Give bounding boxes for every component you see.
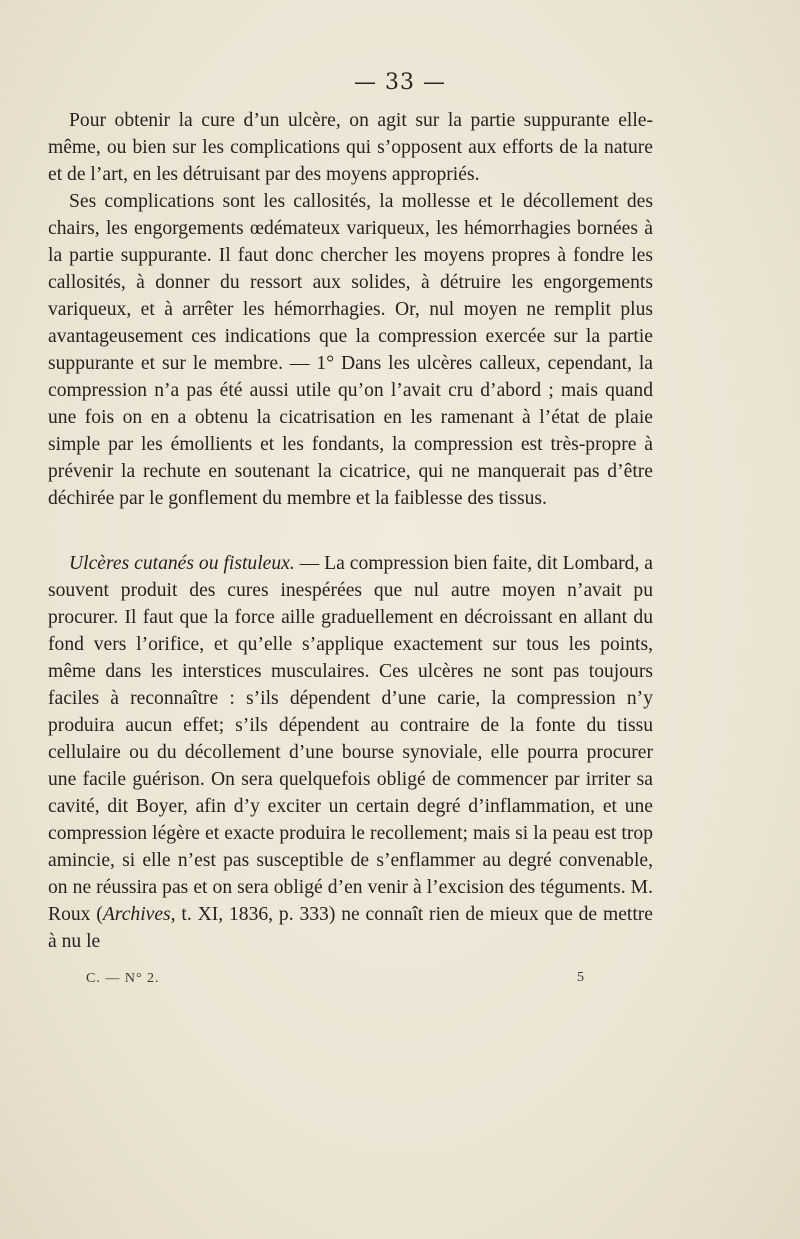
paragraph-ulceres-fistuleux bbox=[48, 550, 653, 955]
page-number: — 33 — bbox=[354, 70, 446, 95]
footer-sheet-number: 5 bbox=[577, 970, 584, 985]
section-spacer bbox=[48, 512, 653, 550]
body-text bbox=[48, 107, 653, 955]
paragraph-complications: Ses complications sont les callosités, la mollesse et le décollement des chairs, les engorgements œdémateux variqueux, les hémorrhagies bornées à la partie suppurante. Il faut donc chercher les moyens propres à fondre les callosités, à donner du ressort aux solides, à détruire les engorgements variqueux, et à arrêter les hémorrhagies. Or, nul moyen ne remplit plus avantageusement ces indications que la compression exercée sur la partie suppurante et sur le membre. — 1° Dans les ulcères calleux, cependant, la compression n’a pas été aussi utile qu’on l’avait cru d’abord ; mais quand une fois on en a obtenu la cicatrisation en les ramenant à l’état de plaie simple par les émollients et les fondants, la compression est très-propre à prévenir la rechute en soutenant la cicatrice, qui ne manquerait pas d’être déchirée par le gonflement du membre et la faiblesse des tissus. bbox=[48, 191, 653, 509]
citation-archives: Archives, bbox=[102, 904, 176, 925]
section-title: Ulcères cutanés ou fistuleux. bbox=[69, 553, 295, 574]
section-text-part1: — La compression bien faite, dit Lombard, a souvent produit des cures inespérées que nul autre moyen n’avait pu procurer. Il faut que la force aille graduellement en décroissant en allant du fond vers l’orifice, et qu’elle s’applique exactement sur tous les points, même dans les interstices musculaires. Ces ulcères ne sont pas toujours faciles à reconnaître : s’ils dépendent d’une carie, la compression n’y produira aucun effet; s’ils dépendent au contraire de la fonte du tissu cellulaire ou du décollement d’une bourse synoviale, elle pourra procurer une facile guérison. On sera quelquefois obligé de commencer par irriter sa cavité, dit Boyer, afin d’y exciter un certain degré d’inflammation, et une compression légère et exacte produira le recollement; mais si la peau est trop amincie, si elle n’est pas susceptible de s’enflammer au degré convenable, on ne réussira pas et on sera obligé d’en venir à l’excision des téguments. M. Roux ( bbox=[48, 553, 653, 925]
footer-signature: C. — N° 2. bbox=[86, 971, 160, 986]
section-text-part2: t. XI, 1836, p. 333) ne connaît rien de mieux que de mettre à nu le bbox=[48, 904, 653, 952]
paragraph-cure: Pour obtenir la cure d’un ulcère, on agit sur la partie suppurante elle-même, ou bien sur les complications qui s’opposent aux efforts de la nature et de l’art, en les détruisant par des moyens appropriés. bbox=[48, 110, 653, 185]
